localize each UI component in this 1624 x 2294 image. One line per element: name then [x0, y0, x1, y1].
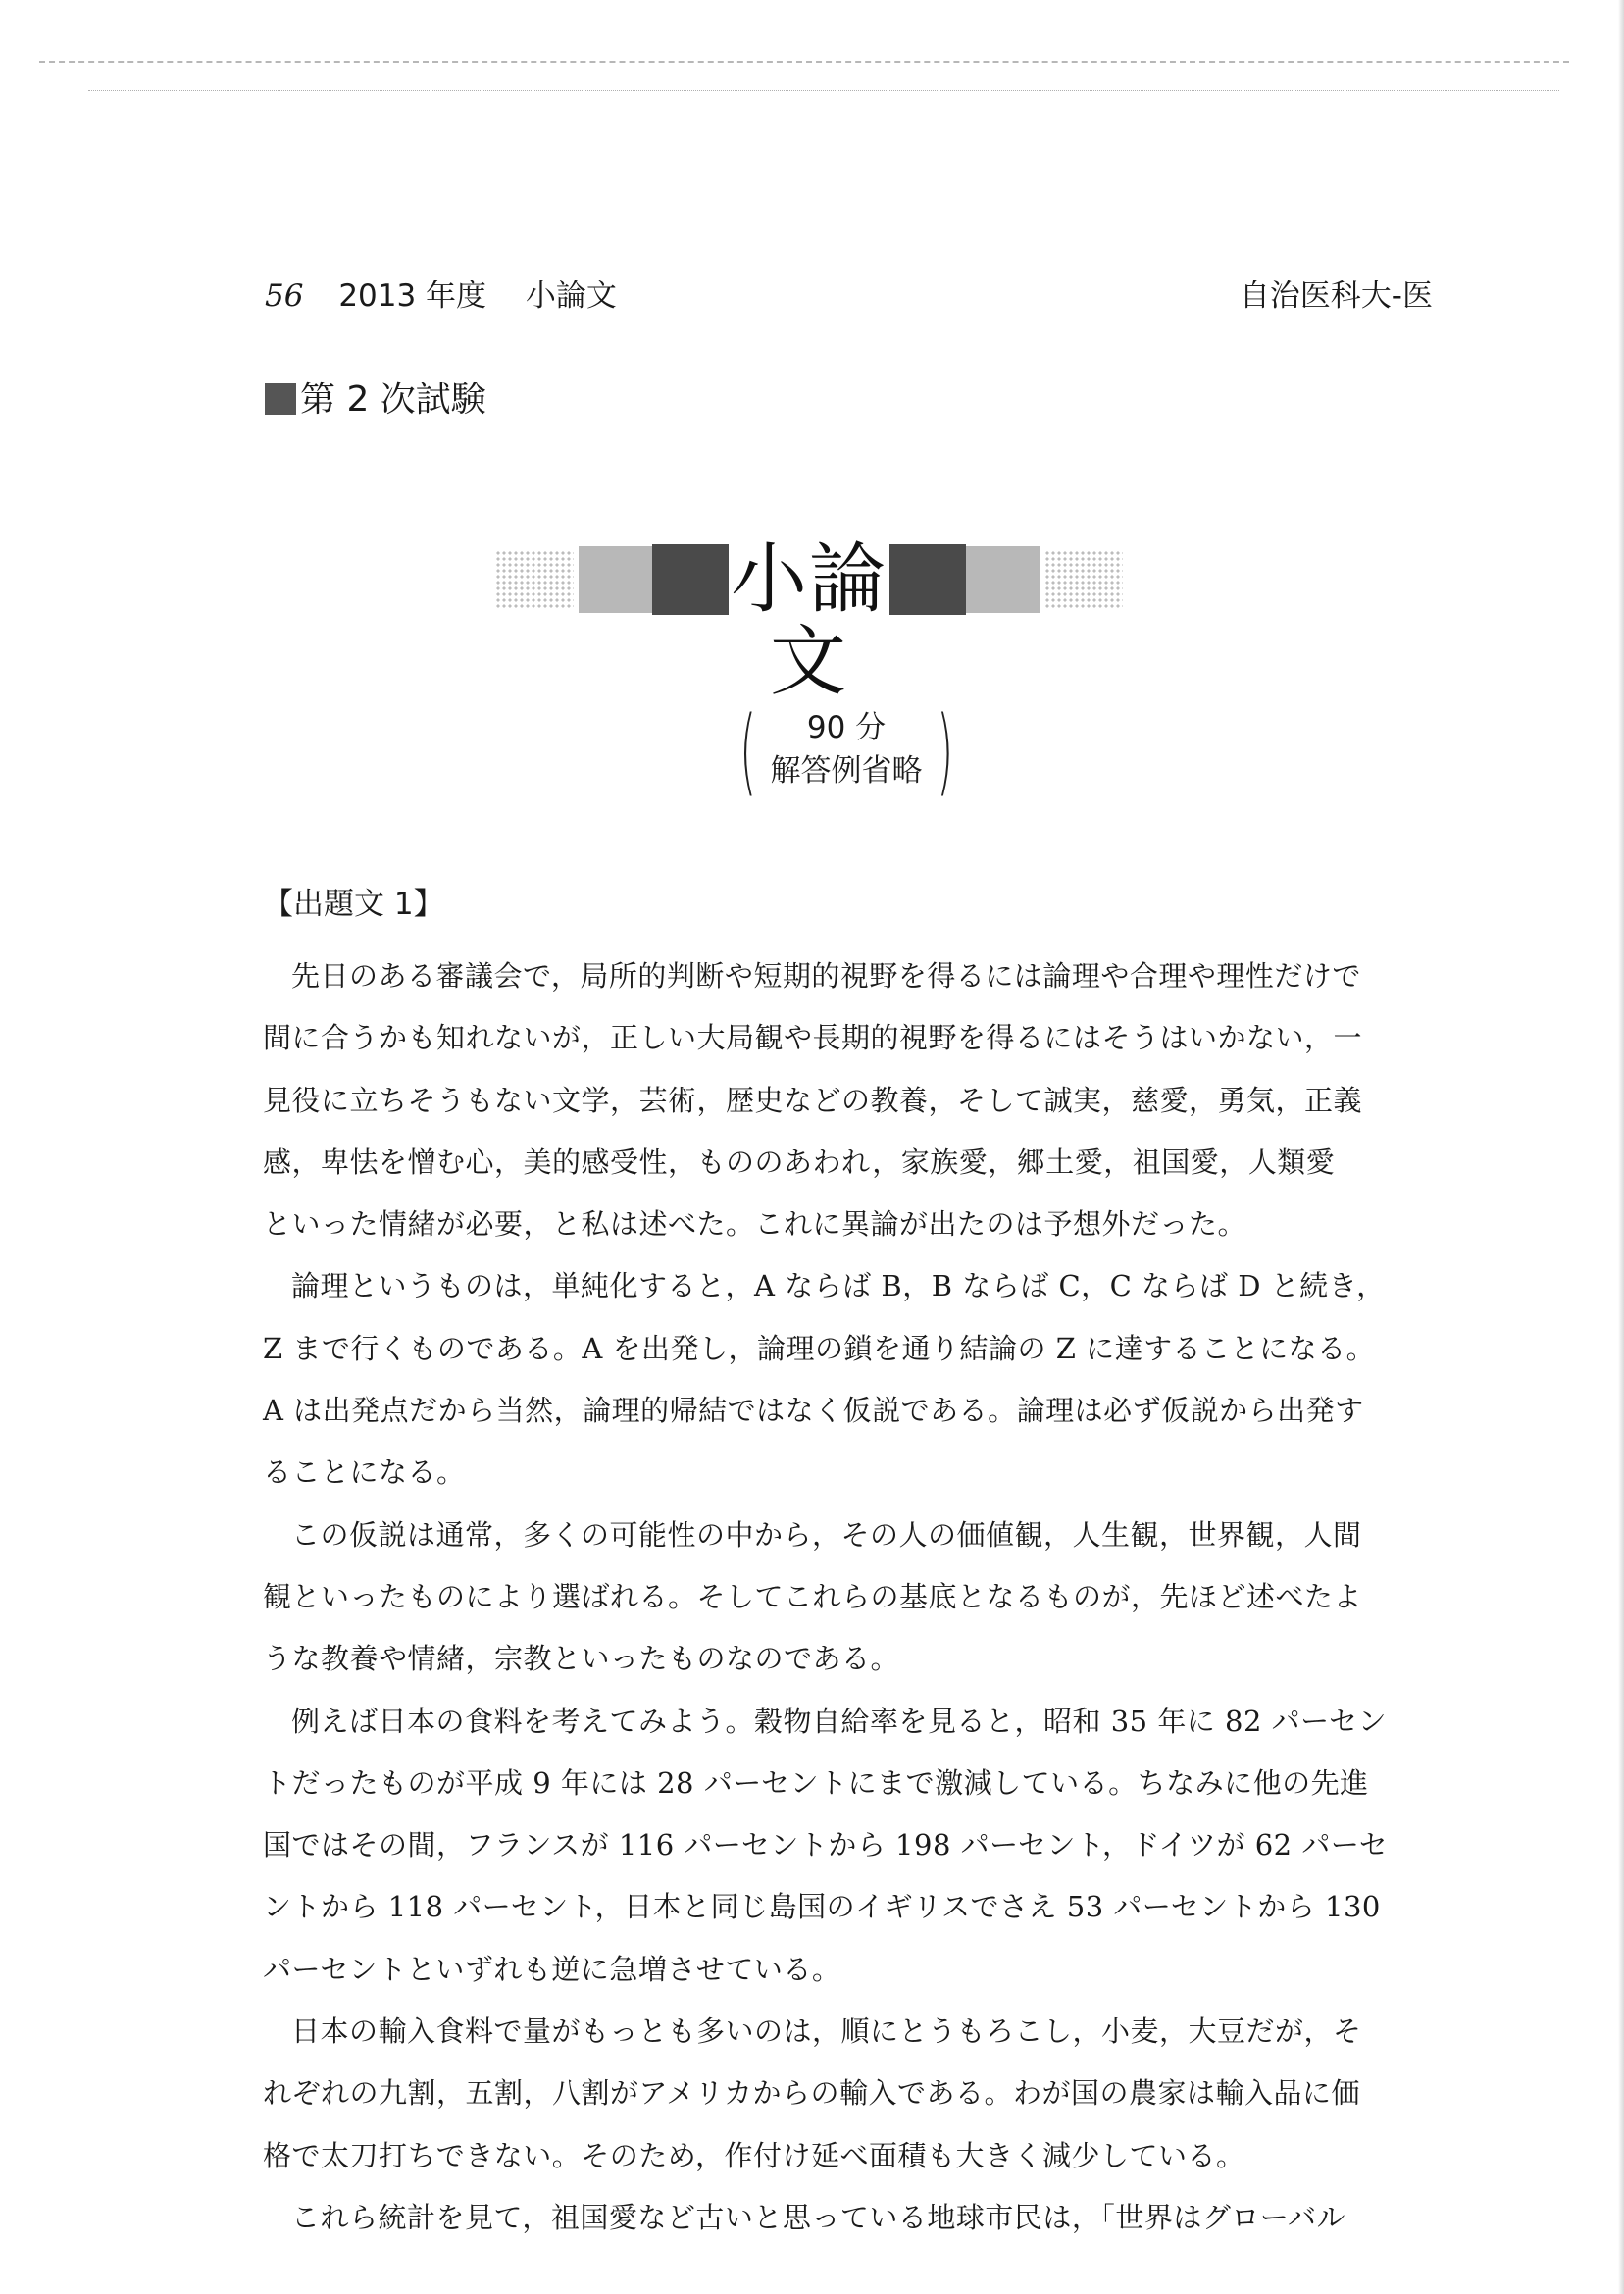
text-line: 国ではその間，フランスが 116 パーセントから 198 パーセント，ドイツが 62 パーセ	[263, 1828, 1389, 1862]
text-line: 間に合うかも知れないが，正しい大局観や長期的視野を得るにはそうはいかない，一	[263, 1021, 1363, 1055]
text-line: 論理というものは，単純化すると，A ならば B，B ならば C，C ならば D と続き，	[291, 1269, 1386, 1303]
banner-dark-block-left	[652, 544, 729, 615]
page-number: 56	[265, 279, 304, 314]
text-line: トだったものが平成 9 年には 28 パーセントにまで激減している。ちなみに他の先進	[263, 1765, 1369, 1800]
right-paren-icon: )	[936, 696, 953, 806]
title-banner	[495, 535, 1123, 706]
exam-heading	[265, 376, 486, 425]
text-line: れぞれの九割，五割，八割がアメリカからの輸入である。わが国の農家は輸入品に価	[263, 2076, 1360, 2111]
university-label: 自治医科大-医	[1239, 279, 1433, 314]
paragraph	[263, 1255, 1424, 1504]
text-line: 先日のある審議会で，局所的判断や短期的視野を得るには論理や合理や理性だけで	[291, 959, 1361, 993]
text-line: Z まで行くものである。A を出発し，論理の鎖を通り結論の Z に達することになる。	[263, 1331, 1376, 1365]
scan-right-edge	[1618, 0, 1624, 2294]
exam-heading-text: 第 2 次試験	[300, 380, 486, 420]
text-line: といった情緒が必要，と私は述べた。これに異論が出たのは予想外だった。	[263, 1207, 1247, 1242]
text-line: この仮説は通常，多くの可能性の中から，その人の価値観，人生観，世界観，人間	[291, 1517, 1362, 1552]
text-line: これら統計を見て，祖国愛など古いと思っている地球市民は，「世界はグローバル	[291, 2200, 1345, 2234]
year-label: 2013 年度	[338, 279, 487, 314]
paragraph	[263, 945, 1424, 1255]
left-paren-icon: (	[739, 696, 757, 806]
paragraph	[263, 2001, 1424, 2187]
banner-dot-pattern-right	[1044, 550, 1123, 609]
paragraph	[263, 2187, 1424, 2249]
text-line: 観といったものにより選ばれる。そしてこれらの基底となるものが，先ほど述べたよ	[263, 1579, 1363, 1613]
section-label: 【出題文 1】	[263, 887, 444, 922]
text-line: 見役に立ちそうもない文学，芸術，歴史などの教養，そして誠実，慈愛，勇気，正義	[263, 1083, 1363, 1117]
text-line: 格で太刀打ちできない。そのため，作付け延べ面積も大きく減少している。	[263, 2138, 1245, 2172]
time-info-box	[739, 696, 953, 806]
banner-title: 小論文	[730, 535, 888, 706]
subject-label: 小論文	[525, 279, 617, 314]
passage-body	[263, 945, 1424, 2249]
text-line: うな教養や情緒，宗教といったものなのである。	[263, 1642, 900, 1676]
page-header	[265, 275, 1433, 318]
square-bullet-icon	[265, 383, 296, 415]
scan-top-edge-line	[88, 90, 1559, 93]
text-line: A は出発点だから当然，論理的帰結ではなく仮説である。論理は必ず仮説から出発す	[263, 1394, 1364, 1428]
banner-dark-block-right	[889, 544, 966, 615]
banner-dot-pattern-left	[495, 550, 574, 609]
answer-note-text: 解答例省略	[770, 753, 923, 789]
banner-gray-block-left	[579, 546, 652, 613]
text-line: 例えば日本の食料を考えてみよう。穀物自給率を見ると，昭和 35 年に 82 パーセン	[291, 1704, 1388, 1738]
paragraph	[263, 1504, 1424, 1691]
text-line: 日本の輸入食料で量がもっとも多いのは，順にとうもろこし，小麦，大豆だが，そ	[291, 2014, 1362, 2049]
text-line: ることになる。	[263, 1455, 466, 1490]
paragraph	[263, 1691, 1424, 2001]
text-line: 感，卑怯を憎む心，美的感受性，もののあわれ，家族愛，郷土愛，祖国愛，人類愛	[263, 1145, 1336, 1179]
banner-gray-block-right	[966, 546, 1040, 613]
duration-text: 90 分	[806, 710, 887, 745]
text-line: ントから 118 パーセント，日本と同じ島国のイギリスでさえ 53 パーセントから 130	[263, 1890, 1381, 1924]
text-line: パーセントといずれも逆に急増させている。	[263, 1952, 841, 1986]
scan-top-edge	[39, 61, 1569, 69]
